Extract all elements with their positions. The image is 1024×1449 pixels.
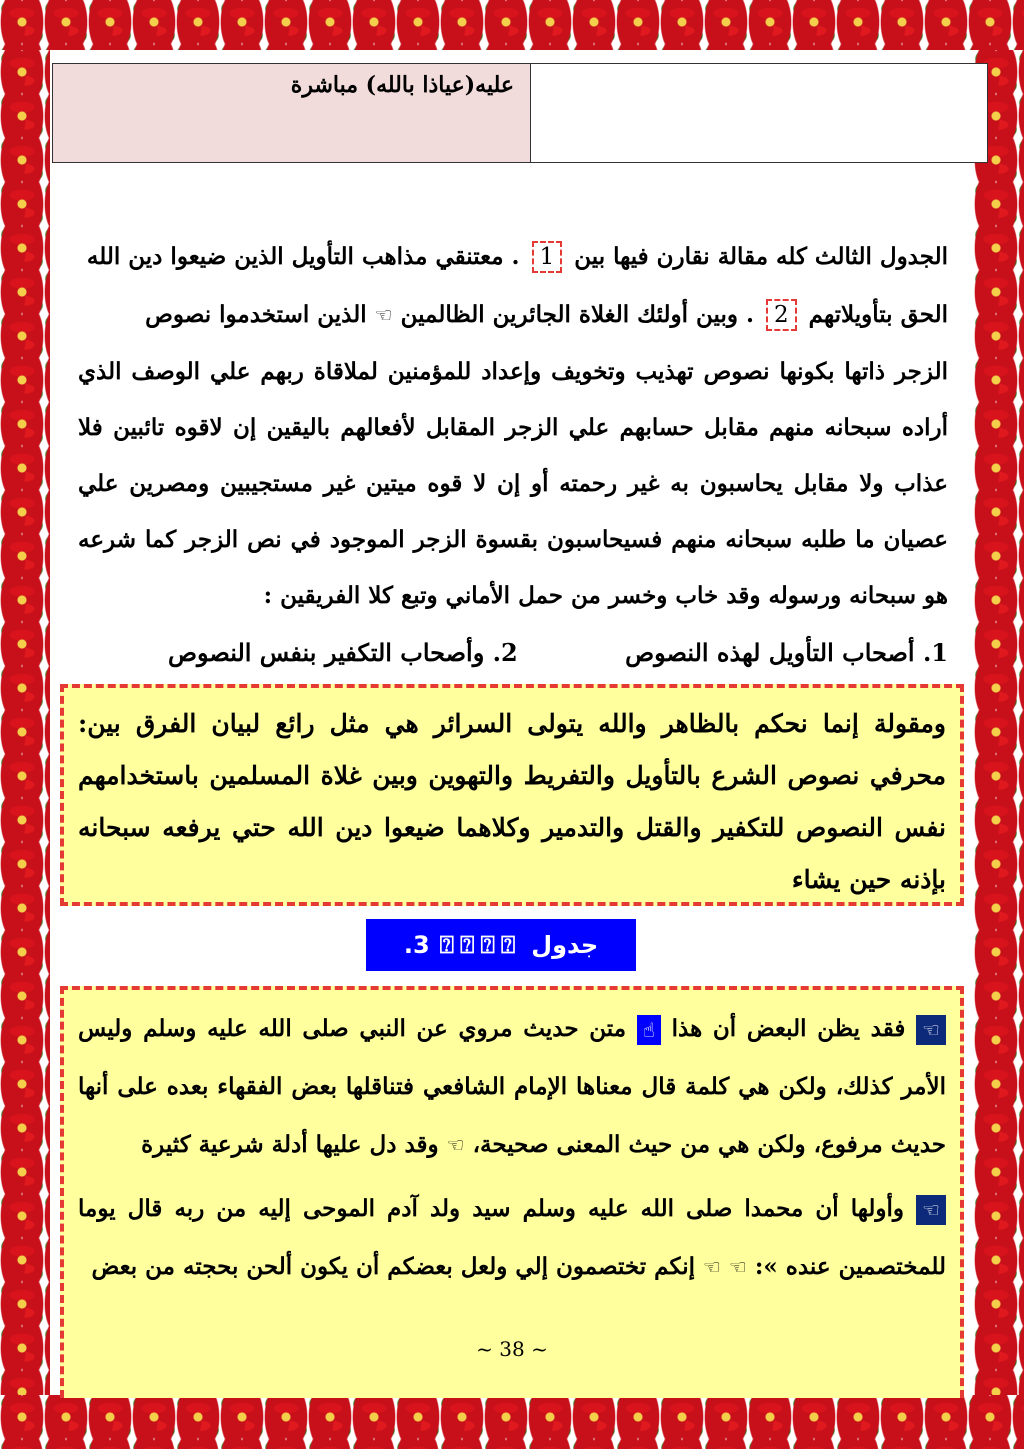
decorative-border-top [0, 0, 1024, 50]
reference-tag-2: 2 [766, 299, 797, 331]
reference-tag-1: 1 [532, 241, 563, 273]
pointing-hand-box-icon: ☜ [916, 1015, 946, 1045]
pointing-hand-icon: ☜ [728, 1255, 747, 1279]
hadith-p1-end: وقد دل عليها أدلة شرعية كثيرة [141, 1131, 439, 1158]
decorative-border-left [0, 50, 50, 1395]
decorative-border-bottom [0, 1395, 1024, 1449]
list-item-2: 2. وأصحاب التكفير بنفس النصوص [168, 638, 518, 667]
hadith-p1-start: فقد يظن البعض أن هذا [671, 1015, 906, 1042]
quote-box: ومقولة إنما نحكم بالظاهر والله يتولى السرائر هي مثل رائع لبيان الفرق بين: محرفي نصوص الشرع بالتأويل والتفريط والتهوين وبين غلاة المسلمين باستخدامهم نفس النصوص للتكفير والقتل والتدمير وكلاهما ضيعوا دين الله حتي يرفعه سبحانه بإذنه حين يشاء [60, 684, 964, 906]
body-paragraph: الزجر ذاتها بكونها نصوص تهذيب وتخويف وإعداد للمؤمنين لملاقاة ربهم علي الوصف الذي أراده سبحانه منهم مقابل حسابهم علي الزجر المقابل لأفعالهم باليقين إن لاقوه تائبين فلا عذاب ولا مقابل يحاسبون به غير رحمته أو إن لا قوه ميتين غير مستجيبين ومصرين علي عصيان ما طلبه سبحانه منهم فسيحاسبون بقسوة الزجر الموجود في نص الزجر كما شرعه هو سبحانه ورسوله وقد خاب وخسر من حمل الأماني وتبع كلا الفريقين : [78, 358, 948, 609]
body-text [78, 228, 948, 682]
table-title-label: جدول [531, 931, 599, 959]
hadith-paragraph-1 [78, 1000, 946, 1174]
page-number: ~ 38 ~ [476, 1337, 548, 1361]
table-title [366, 919, 636, 971]
pointing-hand-icon: ☜ [446, 1133, 465, 1157]
table-cell-empty [531, 64, 987, 162]
list-item-1: 1. أصحاب التأويل لهذه النصوص [625, 638, 948, 667]
body-line-2-end: الذين استخدموا نصوص [145, 301, 367, 328]
body-line-2-start: الحق بتأويلاتهم [808, 301, 948, 328]
hadith-p1-mid: متن حديث مروي عن النبي صلى الله عليه وسلم وليس الأمر كذلك، ولكن هي كلمة قال معناها الإمام الشافعي فتناقلها بعض الفقهاء بعده على أنها حديث مرفوع، ولكن هي من حيث المعنى صحيحة، [78, 1015, 946, 1158]
table-title-glyphs: ⍰⍰⍰⍰ [439, 931, 522, 959]
hadith-paragraph-2 [78, 1180, 946, 1296]
pointing-hand-icon: ☜ [374, 303, 393, 327]
hadith-p2-start: وأولها أن محمدا صلى الله عليه وسلم سيد ولد آدم الموحى إليه من ربه قال يوما للمختصمين عنده »: [78, 1195, 946, 1280]
body-line-1 [78, 228, 948, 286]
finger-up-icon: ☝ [637, 1015, 661, 1045]
body-line-1-start: الجدول الثالث كله مقالة نقارن فيها بين [574, 243, 948, 270]
body-line-1-end: . معتنقي مذاهب التأويل الذين ضيعوا دين الله [86, 243, 520, 270]
pointing-hand-box-icon: ☜ [916, 1195, 946, 1225]
decorative-border-right [974, 50, 1024, 1395]
pointing-hand-icon: ☜ [703, 1255, 721, 1279]
body-line-2-mid: . وبين أولئك الغلاة الجائرين الظالمين [400, 301, 754, 328]
table-title-number: 3. [403, 931, 430, 959]
body-line-2 [78, 286, 948, 344]
hadith-p2-end: إنكم تختصمون إلي ولعل بعضكم أن يكون ألحن بحجته من بعض [91, 1253, 695, 1280]
list-line [78, 624, 948, 682]
top-table [52, 63, 988, 163]
table-cell-text: عليه(عياذا بالله) مباشرة [53, 64, 531, 162]
